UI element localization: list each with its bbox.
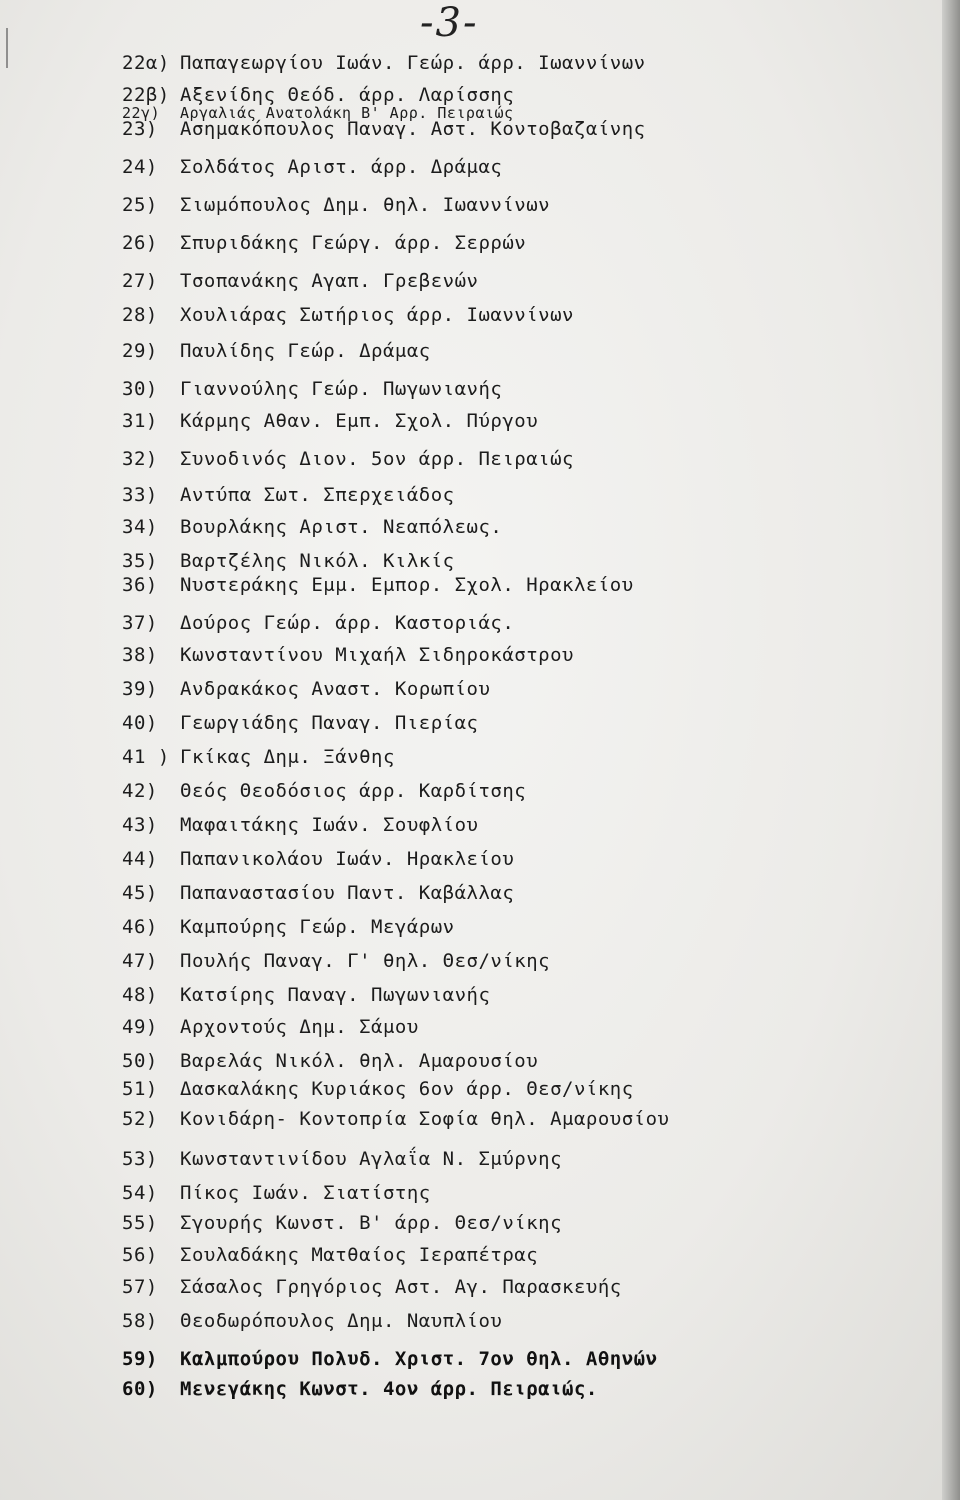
- entry-text: Χουλιάρας Σωτήριος άρρ. Ιωαννίνων: [180, 304, 574, 326]
- entry-number: 43): [122, 814, 158, 836]
- entry-text: Σιωμόπουλος Δημ. θηλ. Ιωαννίνων: [180, 194, 551, 216]
- entry-number: 36): [122, 574, 158, 596]
- entry-text: Τσοπανάκης Αγαπ. Γρεβενών: [180, 270, 479, 292]
- list-item: [122, 52, 646, 74]
- entry-text: Γεωργιάδης Παναγ. Πιερίας: [180, 712, 479, 734]
- entry-text: Σπυριδάκης Γεώργ. άρρ. Σερρών: [180, 232, 527, 254]
- entry-text: Αξενίδης Θεόδ. άρρ. Λαρίσσης: [180, 84, 515, 106]
- list-item: [122, 644, 574, 666]
- list-item: [122, 1108, 670, 1130]
- entry-text: Νυστεράκης Εμμ. Εμπορ. Σχολ. Ηρακλείου: [180, 574, 634, 596]
- margin-mark: [6, 28, 16, 68]
- entry-number: 33): [122, 484, 158, 506]
- entry-number: 22β): [122, 84, 170, 106]
- list-item: [122, 1016, 419, 1038]
- entry-number: 54): [122, 1182, 158, 1204]
- entry-text: Θεοδωρόπουλος Δημ. Ναυπλίου: [180, 1310, 503, 1332]
- entry-text: Καλμπούρου Πολυδ. Χριστ. 7ον θηλ. Αθηνών: [180, 1348, 658, 1370]
- entry-number: 41 ): [122, 746, 170, 768]
- entry-text: Αρχοντούς Δημ. Σάμου: [180, 1016, 419, 1038]
- list-item: [122, 848, 514, 870]
- entry-text: Ασημακόπουλος Παναγ. Αστ. Κοντοβαζαίνης: [180, 118, 646, 140]
- entry-number: 49): [122, 1016, 158, 1038]
- list-item: [122, 1212, 562, 1234]
- entry-text: Αργαλιάς Ανατολάκη Β' Αρρ. Πειραιώς: [180, 104, 514, 122]
- entry-number: 52): [122, 1108, 158, 1130]
- entry-number: 51): [122, 1078, 158, 1100]
- entry-text: Βαρτζέλης Νικόλ. Κιλκίς: [180, 550, 455, 572]
- entry-text: Σουλαδάκης Ματθαίος Ιεραπέτρας: [180, 1244, 539, 1266]
- entry-text: Συνοδινός Διον. 5ον άρρ. Πειραιώς: [180, 448, 574, 470]
- list-item: [122, 1182, 431, 1204]
- list-item: [122, 84, 514, 106]
- list-item: [122, 448, 574, 470]
- entry-number: 53): [122, 1148, 158, 1170]
- list-item: [122, 550, 455, 572]
- list-item: [122, 232, 526, 254]
- entry-number: 46): [122, 916, 158, 938]
- list-item: [122, 984, 490, 1006]
- list-item: [122, 484, 455, 506]
- list-item: [122, 950, 550, 972]
- entry-text: Βαρελάς Νικόλ. θηλ. Αμαρουσίου: [180, 1050, 539, 1072]
- entry-text: Πουλής Παναγ. Γ' θηλ. Θεσ/νίκης: [180, 950, 551, 972]
- entry-text: Σάσαλος Γρηγόριος Αστ. Αγ. Παρασκευής: [180, 1276, 622, 1298]
- list-item: [122, 118, 646, 140]
- entry-text: Ανδρακάκος Αναστ. Κορωπίου: [180, 678, 491, 700]
- entry-number: 42): [122, 780, 158, 802]
- list-item: [122, 814, 478, 836]
- entry-text: Παπαναστασίου Παντ. Καβάλλας: [180, 882, 515, 904]
- entry-number: 55): [122, 1212, 158, 1234]
- entry-text: Γιαννούλης Γεώρ. Πωγωνιανής: [180, 378, 503, 400]
- page-number: -3-: [420, 0, 479, 46]
- page-edge-shadow: [942, 0, 960, 1500]
- entry-text: Γκίκας Δημ. Ξάνθης: [180, 746, 395, 768]
- entry-text: Μαφαιτάκης Ιωάν. Σουφλίου: [180, 814, 479, 836]
- entry-text: Κωνσταντινίδου Αγλαΐα Ν. Σμύρνης: [180, 1148, 563, 1170]
- list-item: [122, 1276, 622, 1298]
- entry-text: Παπανικολάου Ιωάν. Ηρακλείου: [180, 848, 515, 870]
- entry-number: 30): [122, 378, 158, 400]
- list-item: [122, 270, 478, 292]
- list-item: [122, 746, 395, 768]
- list-item: [122, 712, 478, 734]
- list-item: [122, 574, 634, 596]
- entry-text: Δασκαλάκης Κυριάκος 6ον άρρ. Θεσ/νίκης: [180, 1078, 634, 1100]
- list-item: [122, 194, 550, 216]
- entry-number: 32): [122, 448, 158, 470]
- entry-text: Πίκος Ιωάν. Σιατίστης: [180, 1182, 431, 1204]
- entry-text: Κατσίρης Παναγ. Πωγωνιανής: [180, 984, 491, 1006]
- entry-number: 58): [122, 1310, 158, 1332]
- entry-number: 24): [122, 156, 158, 178]
- list-item: [122, 1348, 658, 1370]
- entry-number: 28): [122, 304, 158, 326]
- entry-number: 27): [122, 270, 158, 292]
- entry-number: 50): [122, 1050, 158, 1072]
- entry-number: 34): [122, 516, 158, 538]
- list-item: [122, 612, 514, 634]
- entry-number: 45): [122, 882, 158, 904]
- entry-text: Παπαγεωργίου Ιωάν. Γεώρ. άρρ. Ιωαννίνων: [180, 52, 646, 74]
- entry-number: 59): [122, 1348, 158, 1370]
- entry-number: 26): [122, 232, 158, 254]
- entry-number: 57): [122, 1276, 158, 1298]
- list-item: [122, 882, 514, 904]
- entry-text: Δούρος Γεώρ. άρρ. Καστοριάς.: [180, 612, 515, 634]
- entry-text: Καμπούρης Γεώρ. Μεγάρων: [180, 916, 455, 938]
- entry-text: Μενεγάκης Κωνστ. 4ον άρρ. Πειραιώς.: [180, 1378, 598, 1400]
- entry-text: Κονιδάρη- Κοντοπρία Σοφία θηλ. Αμαρουσίου: [180, 1108, 670, 1130]
- entry-text: Σολδάτος Αριστ. άρρ. Δράμας: [180, 156, 503, 178]
- list-item: [122, 1378, 598, 1400]
- entry-text: Αντύπα Σωτ. Σπερχειάδος: [180, 484, 455, 506]
- entry-number: 29): [122, 340, 158, 362]
- list-item: [122, 304, 574, 326]
- list-item: [122, 340, 431, 362]
- entry-text: Σγουρής Κωνστ. Β' άρρ. Θεσ/νίκης: [180, 1212, 563, 1234]
- list-item: [122, 1310, 502, 1332]
- entry-text: Θεός Θεοδόσιος άρρ. Καρδίτσης: [180, 780, 527, 802]
- entry-number: 37): [122, 612, 158, 634]
- entry-number: 35): [122, 550, 158, 572]
- entry-text: Παυλίδης Γεώρ. Δράμας: [180, 340, 431, 362]
- entry-number: 39): [122, 678, 158, 700]
- list-item: [122, 1078, 634, 1100]
- entry-number: 47): [122, 950, 158, 972]
- list-item: [122, 410, 538, 432]
- list-item: [122, 678, 490, 700]
- entry-number: 31): [122, 410, 158, 432]
- list-item: [122, 378, 502, 400]
- entry-number: 25): [122, 194, 158, 216]
- list-item: [122, 1244, 538, 1266]
- list-item: [122, 780, 526, 802]
- list-item: [122, 1050, 538, 1072]
- entry-number: 22γ): [122, 104, 161, 122]
- list-item: [122, 916, 455, 938]
- entry-text: Κωνσταντίνου Μιχαήλ Σιδηροκάστρου: [180, 644, 574, 666]
- entry-number: 60): [122, 1378, 158, 1400]
- entry-number: 44): [122, 848, 158, 870]
- entry-number: 48): [122, 984, 158, 1006]
- entry-number: 23): [122, 118, 158, 140]
- entry-text: Βουρλάκης Αριστ. Νεαπόλεως.: [180, 516, 503, 538]
- entry-number: 22α): [122, 52, 170, 74]
- entry-number: 40): [122, 712, 158, 734]
- entry-number: 38): [122, 644, 158, 666]
- entry-number: 56): [122, 1244, 158, 1266]
- entry-text: Κάρμης Αθαν. Εμπ. Σχολ. Πύργου: [180, 410, 539, 432]
- list-item: [122, 156, 502, 178]
- list-item: [122, 516, 502, 538]
- list-item: [122, 1148, 562, 1170]
